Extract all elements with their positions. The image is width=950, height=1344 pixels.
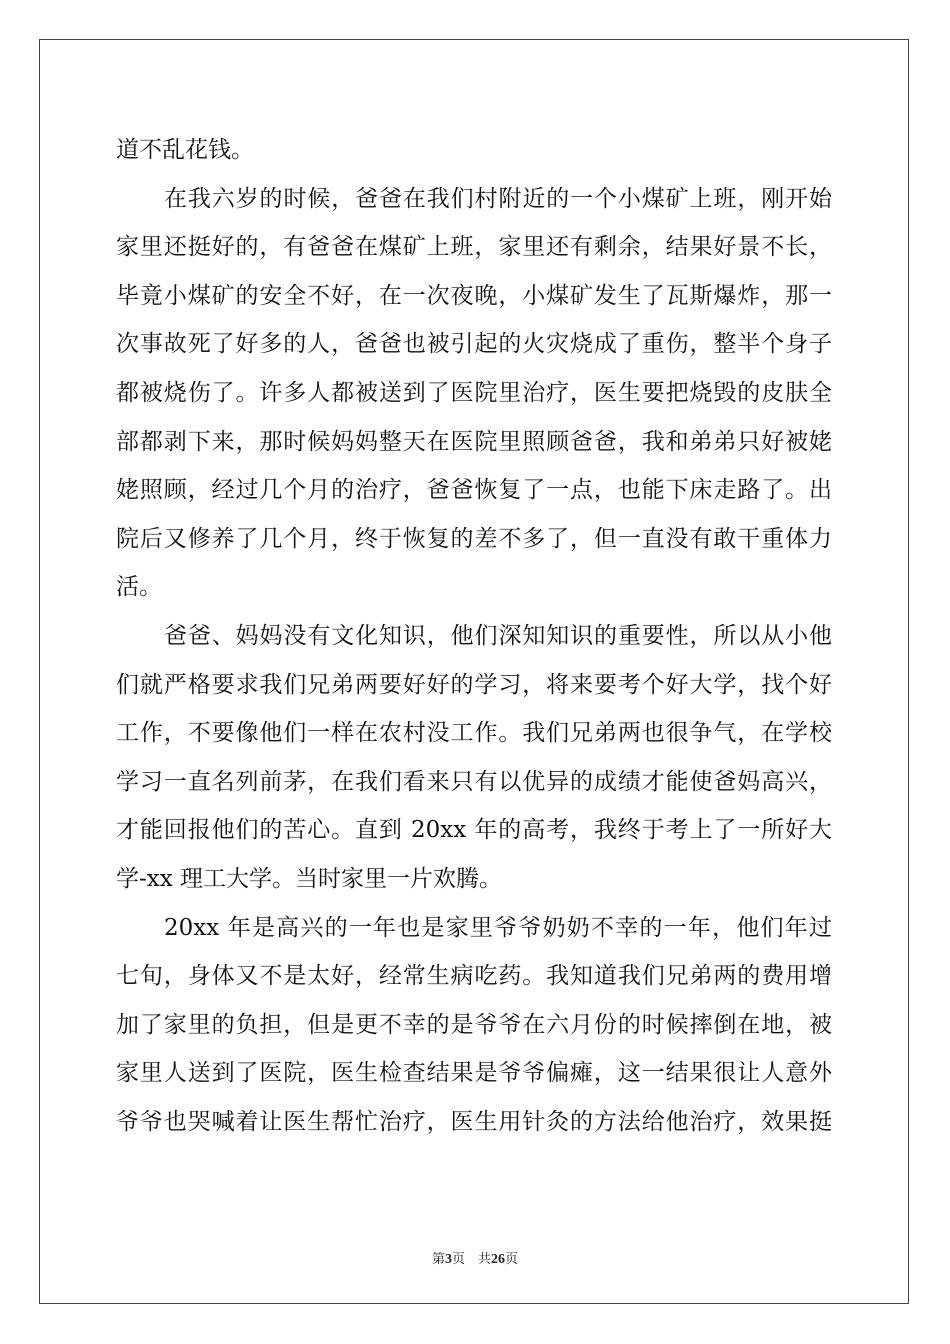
text-line: 活。	[116, 574, 162, 601]
current-page-number: 3	[444, 1252, 452, 1267]
total-pages-number: 26	[491, 1252, 505, 1267]
footer-middle: 页 共	[451, 1252, 491, 1267]
text-line: 20xx 年是高兴的一年也是家里爷爷奶奶不幸的一年，他们年过	[164, 914, 832, 941]
page-footer	[0, 1248, 950, 1268]
text-line: 学习一直名列前茅，在我们看来只有以优异的成绩才能使爸妈高兴，	[116, 768, 832, 795]
text-line: 道不乱花钱。	[116, 137, 254, 163]
text-line: 加了家里的负担，但是更不幸的是爷爷在六月份的时候摔倒在地，被	[116, 1011, 832, 1038]
text-line: 都被烧伤了。许多人都被送到了医院里治疗，医生要把烧毁的皮肤全	[116, 379, 832, 406]
text-line: 爸爸、妈妈没有文化知识，他们深知知识的重要性，所以从小他	[164, 622, 832, 649]
text-line: 们就严格要求我们兄弟两要好好的学习，将来要考个好大学，找个好	[116, 671, 832, 698]
text-line: 学-xx 理工大学。当时家里一片欢腾。	[116, 865, 503, 892]
text-line: 才能回报他们的苦心。直到 20xx 年的高考，我终于考上了一所好大	[116, 817, 832, 844]
text-line: 姥照顾，经过几个月的治疗，爸爸恢复了一点，也能下床走路了。出	[116, 477, 832, 504]
text-line: 院后又修养了几个月，终于恢复的差不多了，但一直没有敢干重体力	[116, 525, 832, 552]
text-line: 家里还挺好的，有爸爸在煤矿上班，家里还有剩余，结果好景不长，	[116, 234, 832, 261]
text-line: 工作，不要像他们一样在农村没工作。我们兄弟两也很争气，在学校	[116, 720, 832, 747]
text-line: 家里人送到了医院，医生检查结果是爷爷偏瘫，这一结果很让人意外	[116, 1060, 832, 1087]
text-line: 毕竟小煤矿的安全不好，在一次夜晚，小煤矿发生了瓦斯爆炸，那一	[116, 282, 832, 309]
text-line: 部都剥下来，那时候妈妈整天在医院里照顾爸爸，我和弟弟只好被姥	[116, 428, 832, 455]
document-body	[116, 126, 832, 1146]
text-line: 次事故死了好多的人，爸爸也被引起的火灾烧成了重伤，整半个身子	[116, 331, 832, 358]
text-line: 在我六岁的时候，爸爸在我们村附近的一个小煤矿上班，刚开始	[164, 185, 832, 212]
text-line: 爷爷也哭喊着让医生帮忙治疗，医生用针灸的方法给他治疗，效果挺	[116, 1108, 832, 1135]
footer-suffix: 页	[505, 1252, 519, 1267]
footer-prefix: 第	[431, 1252, 445, 1267]
text-line: 七旬，身体又不是太好，经常生病吃药。我知道我们兄弟两的费用增	[116, 963, 832, 990]
